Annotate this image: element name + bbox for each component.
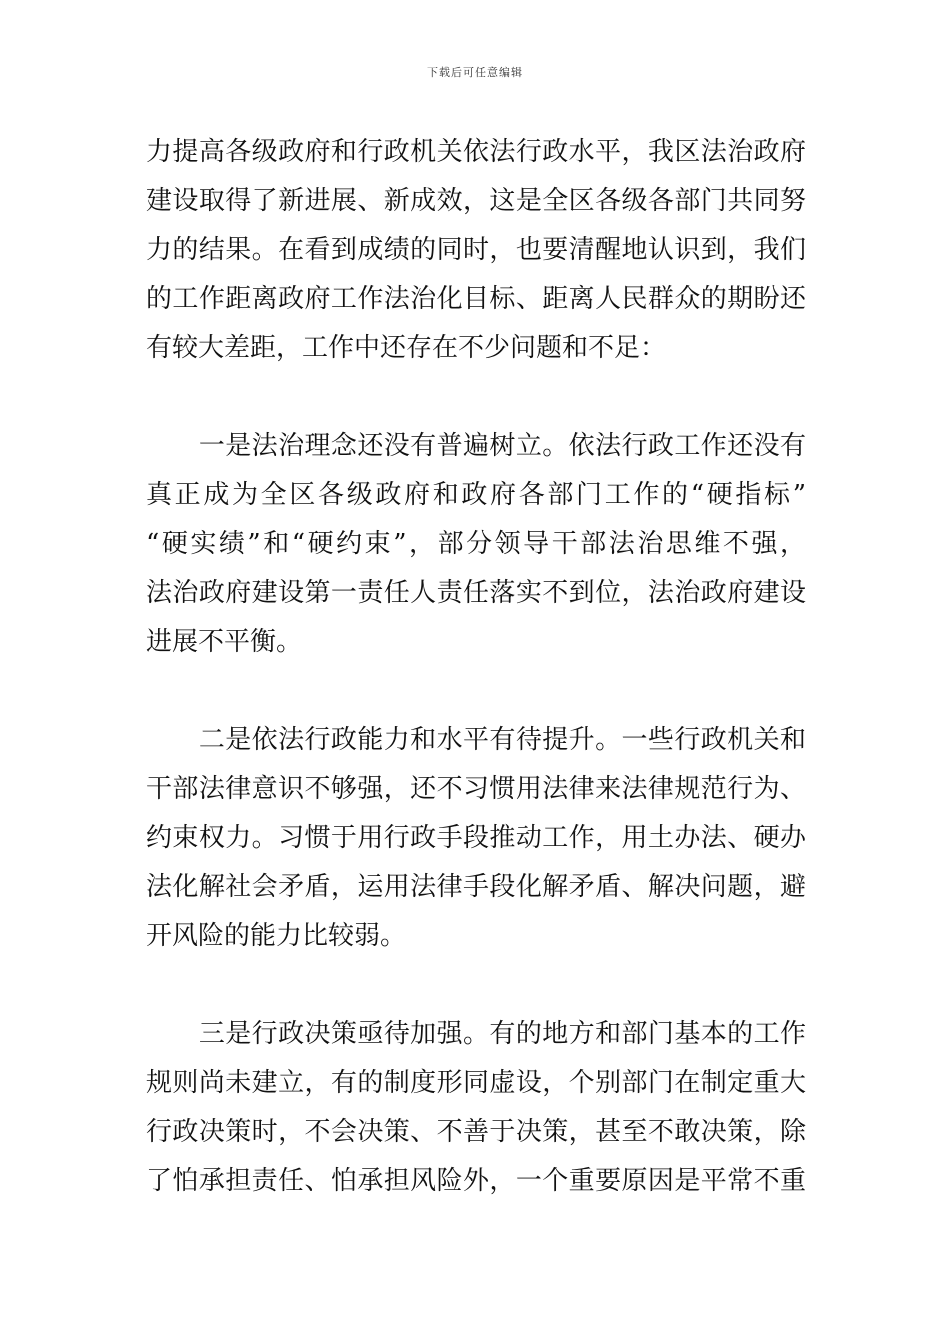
text-line: 进展不平衡。: [146, 627, 303, 657]
text-line: 力的结果。在看到成绩的同时，也要清醒地认识到，我们: [146, 235, 806, 265]
paragraph-point-three: [146, 1010, 806, 1206]
text-line: 建设取得了新进展、新成效，这是全区各级各部门共同努: [146, 186, 806, 216]
text-line: 法化解社会矛盾，运用法律手段化解矛盾、解决问题，避: [146, 872, 806, 902]
text-line: 真正成为全区各级政府和政府各部门工作的“硬指标”: [146, 480, 806, 510]
paragraph-intro: [146, 128, 806, 373]
text-line: 法治政府建设第一责任人责任落实不到位，法治政府建设: [146, 578, 806, 608]
paragraph-point-two: [146, 716, 806, 961]
text-line: 约束权力。习惯于用行政手段推动工作，用土办法、硬办: [146, 823, 806, 853]
document-body: [146, 128, 806, 1206]
text-line: 有较大差距，工作中还存在不少问题和不足：: [146, 333, 667, 363]
text-line: 了怕承担责任、怕承担风险外，一个重要原因是平常不重: [146, 1166, 806, 1196]
text-line: 的工作距离政府工作法治化目标、距离人民群众的期盼还: [146, 284, 806, 314]
paragraph-point-one: [146, 422, 806, 667]
text-line: 行政决策时，不会决策、不善于决策，甚至不敢决策，除: [146, 1117, 806, 1147]
text-line: 干部法律意识不够强，还不习惯用法律来法律规范行为、: [146, 774, 806, 804]
text-line: 开风险的能力比较弱。: [146, 921, 407, 951]
page-header-note: 下载后可任意编辑: [427, 66, 523, 79]
text-line: “硬实绩”和“硬约束”，部分领导干部法治思维不强，: [146, 529, 806, 559]
text-line: 力提高各级政府和行政机关依法行政水平，我区法治政府: [146, 137, 806, 167]
text-line: 一是法治理念还没有普遍树立。依法行政工作还没有: [146, 431, 806, 461]
text-line: 三是行政决策亟待加强。有的地方和部门基本的工作: [146, 1019, 806, 1049]
text-line: 二是依法行政能力和水平有待提升。一些行政机关和: [146, 725, 806, 755]
text-line: 规则尚未建立，有的制度形同虚设，个别部门在制定重大: [146, 1068, 806, 1098]
